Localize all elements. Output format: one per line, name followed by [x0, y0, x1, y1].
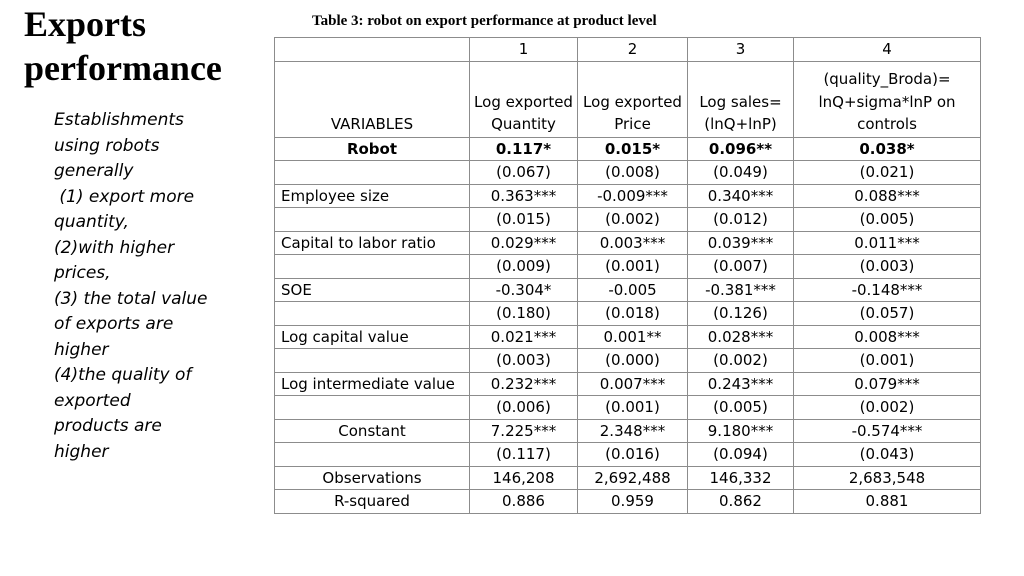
table-cell: (0.005)	[688, 396, 794, 420]
table-cell: 0.088***	[794, 184, 981, 208]
column-number: 3	[688, 38, 794, 62]
variable-label: Robot	[275, 137, 470, 161]
summary-line: of exports are	[54, 314, 174, 334]
table-cell: 0.029***	[470, 231, 578, 255]
variable-label	[275, 396, 470, 420]
table-cell: (0.117)	[470, 443, 578, 467]
empty-header-cell	[275, 38, 470, 62]
summary-line: generally	[54, 161, 134, 181]
table-cell: -0.009***	[578, 184, 688, 208]
summary-text	[54, 108, 254, 465]
table-cell: 146,208	[470, 466, 578, 490]
table-cell: 0.011***	[794, 231, 981, 255]
variable-label	[275, 161, 470, 185]
column-header-row	[275, 61, 981, 137]
summary-line: (4)the quality of	[54, 365, 192, 385]
table-cell: (0.180)	[470, 302, 578, 326]
table-cell: 0.117*	[470, 137, 578, 161]
table-cell: (0.007)	[688, 255, 794, 279]
column-header	[578, 61, 688, 137]
table-cell: -0.381***	[688, 278, 794, 302]
table-cell: 0.340***	[688, 184, 794, 208]
slide-title	[24, 2, 274, 90]
table-cell: 7.225***	[470, 419, 578, 443]
table-cell: 0.008***	[794, 325, 981, 349]
variable-label	[275, 443, 470, 467]
table-row-std-error	[275, 208, 981, 232]
variable-label	[275, 302, 470, 326]
table-caption: Table 3: robot on export performance at product level	[312, 13, 657, 29]
table-cell: (0.015)	[470, 208, 578, 232]
column-header-line: Price	[614, 115, 651, 133]
column-header-line: (quality_Broda)=	[823, 70, 951, 88]
table-row-std-error	[275, 161, 981, 185]
summary-line: Establishments	[54, 110, 184, 130]
table-row-std-error	[275, 255, 981, 279]
summary-line: (1) export more	[54, 186, 195, 207]
table-row	[275, 372, 981, 396]
column-header-line: Quantity	[491, 115, 556, 133]
table-cell: (0.002)	[578, 208, 688, 232]
variable-label: Capital to labor ratio	[275, 231, 470, 255]
table-cell: (0.006)	[470, 396, 578, 420]
table-cell: -0.574***	[794, 419, 981, 443]
table-cell: 0.232***	[470, 372, 578, 396]
summary-line: higher	[54, 441, 109, 462]
table-cell: 0.001**	[578, 325, 688, 349]
variable-label: Log intermediate value	[275, 372, 470, 396]
table-cell: (0.000)	[578, 349, 688, 373]
table-cell: (0.002)	[688, 349, 794, 373]
summary-line: quantity,	[54, 212, 129, 232]
table-row	[275, 466, 981, 490]
table-cell: (0.001)	[578, 255, 688, 279]
table-cell: 0.028***	[688, 325, 794, 349]
table-cell: 9.180***	[688, 419, 794, 443]
variable-label: Log capital value	[275, 325, 470, 349]
table-cell: (0.009)	[470, 255, 578, 279]
table-row-std-error	[275, 349, 981, 373]
table-cell: (0.001)	[794, 349, 981, 373]
table-row	[275, 184, 981, 208]
column-header-line: Log exported	[583, 92, 682, 111]
table-cell: (0.067)	[470, 161, 578, 185]
column-header	[794, 61, 981, 137]
variable-label: R-squared	[275, 490, 470, 514]
summary-line: products are	[54, 416, 162, 436]
table-cell: (0.005)	[794, 208, 981, 232]
column-number: 4	[794, 38, 981, 62]
regression-table	[274, 37, 981, 514]
summary-line: (2)with higher	[54, 237, 175, 258]
table-cell: 0.243***	[688, 372, 794, 396]
table-cell: (0.001)	[578, 396, 688, 420]
table-row-std-error	[275, 396, 981, 420]
column-header-line: controls	[857, 115, 917, 133]
table-cell: 2,683,548	[794, 466, 981, 490]
variable-label: Observations	[275, 466, 470, 490]
table-cell: (0.018)	[578, 302, 688, 326]
table-cell: 0.038*	[794, 137, 981, 161]
table-cell: 0.003***	[578, 231, 688, 255]
table-cell: (0.094)	[688, 443, 794, 467]
table-cell: 0.363***	[470, 184, 578, 208]
table-cell: -0.005	[578, 278, 688, 302]
table-row	[275, 490, 981, 514]
table-cell: (0.049)	[688, 161, 794, 185]
variable-label	[275, 255, 470, 279]
column-header-line: Log exported	[474, 92, 573, 111]
table-cell: (0.057)	[794, 302, 981, 326]
table-cell: -0.148***	[794, 278, 981, 302]
table-cell: 0.015*	[578, 137, 688, 161]
table-cell: 2.348***	[578, 419, 688, 443]
variable-label	[275, 208, 470, 232]
table-cell: 146,332	[688, 466, 794, 490]
table-cell: 0.021***	[470, 325, 578, 349]
table-cell: -0.304*	[470, 278, 578, 302]
table-row-std-error	[275, 302, 981, 326]
column-header-line: Log sales=	[699, 92, 782, 111]
table-cell: (0.012)	[688, 208, 794, 232]
table-row	[275, 137, 981, 161]
table-row-std-error	[275, 443, 981, 467]
column-number: 2	[578, 38, 688, 62]
table-cell: 0.862	[688, 490, 794, 514]
slide-title-line: performance	[24, 48, 222, 88]
table-cell: 0.959	[578, 490, 688, 514]
table-cell: (0.008)	[578, 161, 688, 185]
table-cell: (0.021)	[794, 161, 981, 185]
summary-line: exported	[54, 390, 131, 411]
summary-line: (3) the total value	[54, 288, 208, 309]
table-cell: 0.096**	[688, 137, 794, 161]
table-cell: 0.079***	[794, 372, 981, 396]
column-number: 1	[470, 38, 578, 62]
variable-label: Constant	[275, 419, 470, 443]
column-header	[688, 61, 794, 137]
table-cell: (0.003)	[470, 349, 578, 373]
table-cell: (0.043)	[794, 443, 981, 467]
table-cell: (0.126)	[688, 302, 794, 326]
summary-line: using robots	[54, 135, 160, 156]
summary-line: higher	[54, 339, 109, 360]
table-cell: 0.886	[470, 490, 578, 514]
column-header-line: (lnQ+lnP)	[704, 115, 777, 133]
variables-header: VARIABLES	[275, 61, 470, 137]
table-cell: (0.016)	[578, 443, 688, 467]
variable-label	[275, 349, 470, 373]
summary-line: prices,	[54, 263, 111, 283]
table-row	[275, 419, 981, 443]
column-header-line: lnQ+sigma*lnP on	[818, 92, 956, 111]
table-cell: 0.881	[794, 490, 981, 514]
table-row	[275, 325, 981, 349]
table-cell: (0.003)	[794, 255, 981, 279]
variable-label: SOE	[275, 278, 470, 302]
table-cell: (0.002)	[794, 396, 981, 420]
table-row	[275, 278, 981, 302]
table-cell: 0.039***	[688, 231, 794, 255]
slide-title-line: Exports	[24, 4, 147, 44]
variable-label: Employee size	[275, 184, 470, 208]
column-number-row	[275, 38, 981, 62]
table-cell: 2,692,488	[578, 466, 688, 490]
table-row	[275, 231, 981, 255]
table-cell: 0.007***	[578, 372, 688, 396]
column-header	[470, 61, 578, 137]
